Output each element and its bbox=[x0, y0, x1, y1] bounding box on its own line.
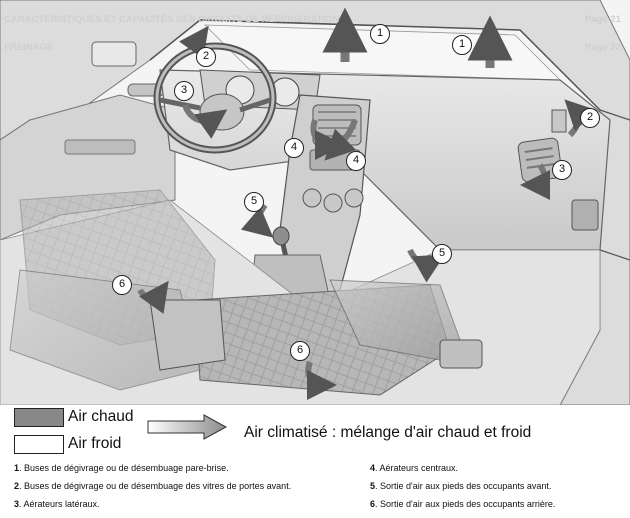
mixed-air-arrow-icon bbox=[146, 414, 228, 440]
callout-3: 3 bbox=[552, 160, 572, 180]
note-number: 3 bbox=[14, 499, 20, 509]
background-text-page: Page 21 bbox=[585, 14, 621, 25]
note-number: 5 bbox=[370, 481, 376, 491]
note-item bbox=[14, 463, 229, 473]
note-number: 6 bbox=[370, 499, 376, 509]
note-text: . Sortie d'air aux pieds des occupants arrière. bbox=[375, 499, 556, 509]
callout-1: 1 bbox=[370, 24, 390, 44]
callout-4: 4 bbox=[284, 138, 304, 158]
note-text: . Buses de dégivrage ou de désembuage pare-brise. bbox=[19, 463, 229, 473]
cold-air-label: Air froid bbox=[68, 435, 122, 452]
note-item bbox=[14, 499, 100, 509]
mixed-air-label: Air climatisé : mélange d'air chaud et froid bbox=[244, 424, 532, 441]
callout-3: 3 bbox=[174, 81, 194, 101]
warm-air-label: Air chaud bbox=[68, 408, 134, 425]
callout-1: 1 bbox=[452, 35, 472, 55]
note-text: . Aérateurs centraux. bbox=[375, 463, 459, 473]
warm-air-swatch bbox=[14, 408, 64, 427]
callout-4: 4 bbox=[346, 151, 366, 171]
background-text-line: CARACTÉRISTIQUES ET CAPACITÉS DES CIRCUITS DE REFRIGERATION bbox=[4, 14, 340, 25]
note-item bbox=[370, 481, 551, 491]
note-text: . Sortie d'air aux pieds des occupants avant. bbox=[375, 481, 552, 491]
note-item bbox=[370, 499, 555, 509]
callout-6: 6 bbox=[290, 341, 310, 361]
background-text-page: Page 22 bbox=[585, 42, 621, 53]
note-number: 1 bbox=[14, 463, 20, 473]
note-number: 4 bbox=[370, 463, 376, 473]
note-item bbox=[14, 481, 291, 491]
note-text: . Aérateurs latéraux. bbox=[19, 499, 100, 509]
callout-2: 2 bbox=[580, 108, 600, 128]
note-item bbox=[370, 463, 458, 473]
callout-2: 2 bbox=[196, 47, 216, 67]
callout-5: 5 bbox=[244, 192, 264, 212]
callout-6: 6 bbox=[112, 275, 132, 295]
note-text: . Buses de dégivrage ou de désembuage des vitres de portes avant. bbox=[19, 481, 292, 491]
background-text-line: FREINAGE bbox=[4, 42, 54, 53]
cold-air-swatch bbox=[14, 435, 64, 454]
note-number: 2 bbox=[14, 481, 20, 491]
callout-5: 5 bbox=[432, 244, 452, 264]
